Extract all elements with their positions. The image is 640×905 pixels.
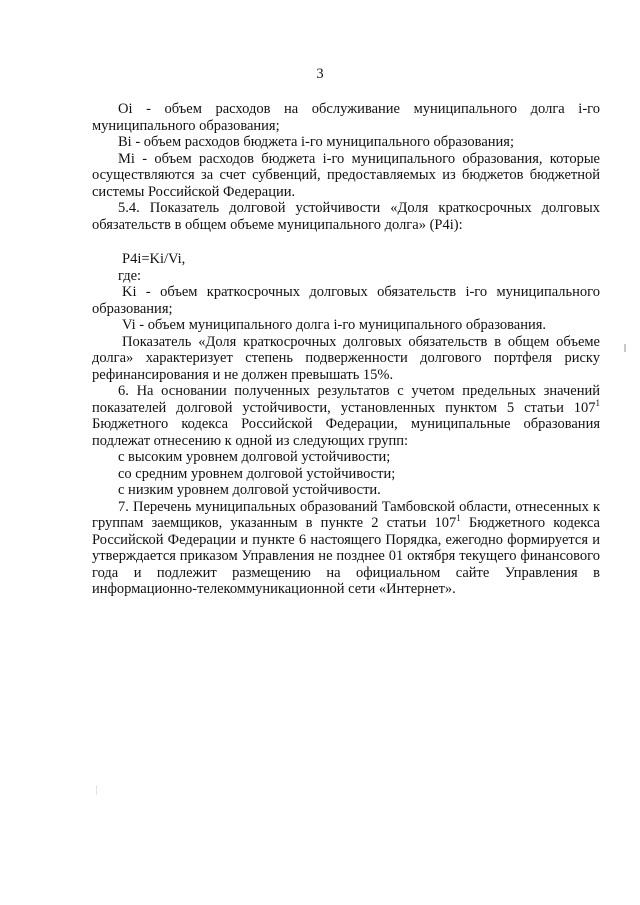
paragraph-5-4: 5.4. Показатель долговой устойчивости «Доля краткосрочных долговых обязательств в общем объеме муниципального долга» (P4i): xyxy=(92,200,600,233)
paragraph-7-text-start: 7. Перечень муниципальных образований Тамбовской области, отнесенных к группам заемщиков, указанным в пункте 2 статьи 107 xyxy=(92,498,600,531)
paragraph-vi: Vi - объем муниципального долга i-го муниципального образования. xyxy=(122,317,547,333)
paragraph-mi: Mi - объем расходов бюджета i-го муниципального образования, которые осуществляются за счет субвенций, предоставляемых из бюджетов бюджетной системы Российской Федерации. xyxy=(92,150,600,200)
group-medium: со средним уровнем долговой устойчивости; xyxy=(118,465,396,482)
paragraph-7-text-end: Бюджетного кодекса Российской Федерации и пункте 6 настоящего Порядка, ежегодно формируется и утверждается приказом Управления не позднее 01 октября текущего финансового года и подлежит размещению на официальном сайте Управления в информационно-телекоммуникационной сети «Интернет». xyxy=(92,515,600,597)
page-number: 3 xyxy=(316,66,324,82)
group-low: с низким уровнем долговой устойчивости. xyxy=(118,482,381,498)
scan-margin-mark xyxy=(624,344,626,352)
paragraph-6 xyxy=(92,383,600,449)
paragraph-7-superscript: 1 xyxy=(456,513,461,524)
paragraph-6-superscript: 1 xyxy=(595,397,600,408)
spacer xyxy=(92,233,600,251)
paragraph-6-text-end: Бюджетного кодекса Российской Федерации, муниципальные образования подлежат отнесению к одной из следующих групп: xyxy=(92,416,600,449)
paragraph-6-text-start: 6. На основании полученных результатов с учетом предельных значений показателей долговой устойчивости, установленных пунктом 5 статьи 107 xyxy=(92,383,600,416)
paragraph-indicator-description: Показатель «Доля краткосрочных долговых обязательств в общем объеме долга» характеризует степень подверженности долгового портфеля риску рефинансирования и не должен превышать 15%. xyxy=(92,333,600,383)
paragraph-7 xyxy=(92,499,600,598)
group-high: с высоким уровнем долговой устойчивости; xyxy=(118,449,391,465)
document-body xyxy=(92,101,600,598)
paragraph-bi: Bi - объем расходов бюджета i-го муниципального образования; xyxy=(118,134,514,150)
formula-p4i: P4i=Ki/Vi, xyxy=(122,251,186,267)
where-label: где: xyxy=(118,267,142,284)
scan-margin-mark-left xyxy=(96,785,97,795)
paragraph-oi: Oi - объем расходов на обслуживание муниципального долга i-го муниципального образования; xyxy=(92,101,600,134)
paragraph-ki: Ki - объем краткосрочных долговых обязательств i-го муниципального образования; xyxy=(92,284,600,317)
